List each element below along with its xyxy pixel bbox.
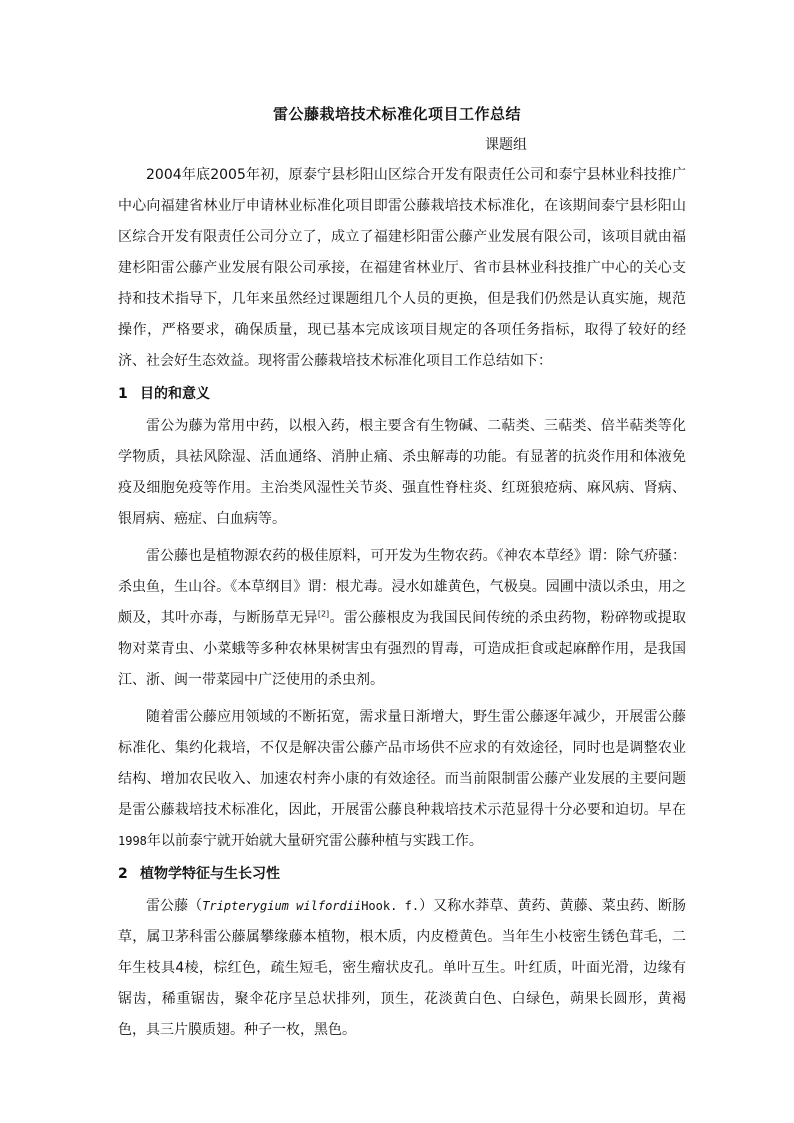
section-number: 2 <box>118 866 128 882</box>
document-body <box>118 160 686 1046</box>
document-byline: 课题组 <box>485 137 527 153</box>
paragraph-text: 。雷公藤根皮为我国民间传统的杀虫药物，粉碎物或提取物对菜青虫、小菜蛾等多种农林果树害虫有强烈的胃毒，可造成拒食或起麻醉作用，是我国江、浙、闽一带菜园中广泛使用的杀虫剂。 <box>118 610 687 688</box>
paragraph-text: 雷公藤也是植物源农药的极佳原料，可开发为生物农药。《神农本草经》谓：除气疥骚：杀虫鱼，生山谷。《本草纲目》谓：根尤毒。浸水如雄黄色，气极臭。园圃中渍以杀虫，用之颇及，其叶亦毒，与断肠草无异 <box>118 548 686 626</box>
paragraph-text: ）又称水莽草、黄药、黄藤、菜虫药、断肠草，属卫茅科雷公藤属攀缘藤本植物，根木质，内皮橙黄色。当年生小枝密生锈色茸毛，二年生枝具4棱，棕红色，疏生短毛，密生瘤状皮孔。单叶互生。叶红质，叶面光滑，边缘有锯齿，稀重锯齿，聚伞花序呈总状排列，顶生，花淡黄白色、白绿色，蒴果长圆形，黄褐色，具三片膜质翅。种子一枚，黑色。 <box>118 898 687 1038</box>
section2-paragraph-1 <box>118 891 686 1046</box>
intro-paragraph: 2004年底2005年初，原泰宁县杉阳山区综合开发有限责任公司和泰宁县林业科技推广中心向福建省林业厅申请林业标准化项目即雷公藤栽培技术标准化，在该期间泰宁县杉阳山区综合开发有限责任公司分立了，成立了福建杉阳雷公藤产业发展有限公司，该项目就由福建杉阳雷公藤产业发展有限公司承接，在福建省林业厅、省市县林业科技推广中心的关心支持和技术指导下，几年来虽然经过课题组几个人员的更换，但是我们仍然是认真实施，规范操作，严格要求，确保质量，现已基本完成该项目规定的各项任务指标，取得了较好的经济、社会好生态效益。现将雷公藤栽培技术标准化项目工作总结如下： <box>118 167 686 369</box>
section-heading-1 <box>118 377 686 411</box>
paragraph-text: 随着雷公藤应用领域的不断拓宽，需求量日渐增大，野生雷公藤逐年减少，开展雷公藤标准化、集约化栽培，不仅是解决雷公藤产品市场供不应求的有效途径，同时也是调整农业结构、增加农民收入、加速农村奔小康的有效途径。而当前限制雷公藤产业发展的主要问题是雷公藤栽培技术标准化，因此，开展雷公藤良种栽培技术示范显得十分必要和迫切。早在 <box>118 709 686 818</box>
section-heading-2 <box>118 857 686 891</box>
paragraph-text: 雷公藤（ <box>146 898 203 914</box>
author-citation: Hook. f. <box>361 899 420 913</box>
section-title: 植物学特征与生长习性 <box>140 866 280 882</box>
section1-paragraph-3 <box>118 702 686 857</box>
year-text: 1998 <box>118 834 147 848</box>
section-number: 1 <box>118 386 128 402</box>
section-title: 目的和意义 <box>140 386 210 402</box>
paragraph-text: 年以前泰宁就开始就大量研究雷公藤种植与实践工作。 <box>146 833 483 849</box>
citation-ref: [2] <box>317 609 330 619</box>
latin-name: Tripterygium wilfordii <box>202 899 362 913</box>
section1-paragraph-2 <box>118 541 686 696</box>
document-title: 雷公藤栽培技术标准化项目工作总结 <box>272 105 521 123</box>
section1-paragraph-1: 雷公为藤为常用中药，以根入药，根主要含有生物碱、二萜类、三萜类、倍半萜类等化学物质，具祛风除湿、活血通络、消肿止痛、杀虫解毒的功能。有显著的抗炎作用和体液免疫及细胞免疫等作用。主治类风湿性关节炎、强直性脊柱炎、红斑狼疮病、麻风病、肾病、银屑病、癌症、白血病等。 <box>118 418 686 527</box>
